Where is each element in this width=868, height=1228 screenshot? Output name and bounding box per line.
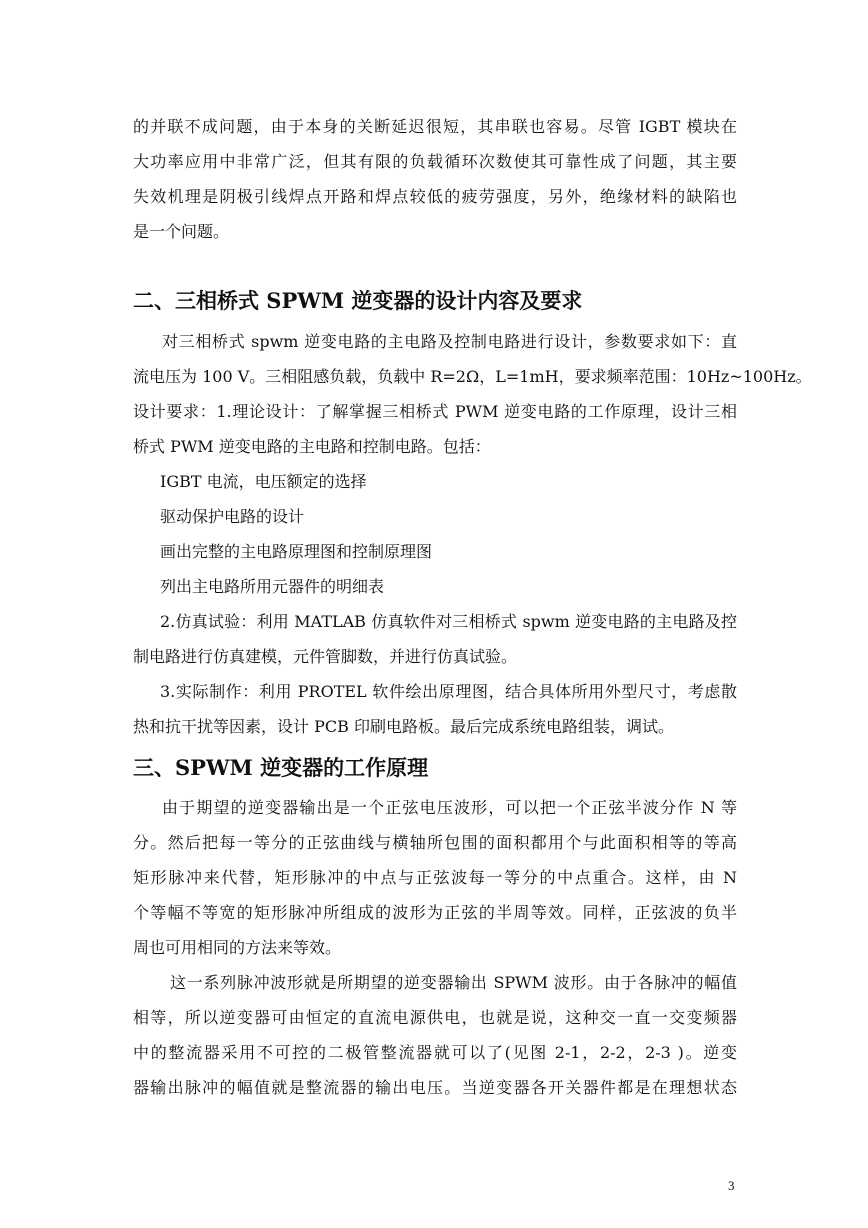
section3-p2-line-4: 器输出脉冲的幅值就是整流器的输出电压。当逆变器各开关器件都是在理想状态 — [133, 1078, 737, 1097]
intro-line-2: 大功率应用中非常广泛，但其有限的负载循环次数使其可靠性成了问题，其主要 — [133, 152, 737, 171]
section2-line-production-cont: 热和抗干扰等因素，设计 PCB 印刷电路板。最后完成系统电路组装，调试。 — [133, 717, 674, 736]
section3-p1-line-4: 个等幅不等宽的矩形脉冲所组成的波形为正弦的半周等效。同样，正弦波的负半 — [133, 903, 737, 922]
section2-line-2: 流电压为 100 V。三相阻感负载，负载中 R=2Ω，L=1mH，要求频率范围：10Hz~100Hz。 — [133, 367, 812, 386]
section2-line-3: 设计要求：1.理论设计：了解掌握三相桥式 PWM 逆变电路的工作原理，设计三相 — [133, 402, 737, 421]
section2-item-2: 驱动保护电路的设计 — [160, 507, 305, 526]
intro-line-4: 是一个问题。 — [133, 222, 230, 241]
section2-line-4: 桥式 PWM 逆变电路的主电路和控制电路。包括： — [133, 437, 491, 456]
section3-p2-line-1: 这一系列脉冲波形就是所期望的逆变器输出 SPWM 波形。由于各脉冲的幅值 — [170, 973, 737, 992]
section3-p2-line-2: 相等，所以逆变器可由恒定的直流电源供电，也就是说，这种交一直一交变频器 — [133, 1008, 737, 1027]
intro-line-1: 的并联不成问题，由于本身的关断延迟很短，其串联也容易。尽管 IGBT 模块在 — [133, 117, 737, 136]
section2-item-4: 列出主电路所用元器件的明细表 — [160, 577, 385, 596]
section2-item-1: IGBT 电流，电压额定的选择 — [160, 472, 367, 491]
section3-p1-line-3: 矩形脉冲来代替，矩形脉冲的中点与正弦波每一等分的中点重合。这样，由 N — [133, 868, 737, 887]
section3-heading: 三、SPWM 逆变器的工作原理 — [133, 755, 429, 780]
section2-heading: 二、三相桥式 SPWM 逆变器的设计内容及要求 — [133, 288, 583, 313]
page-number: 3 — [728, 1178, 735, 1193]
section3-p1-line-5: 周也可用相同的方法来等效。 — [133, 938, 342, 957]
section2-line-production: 3.实际制作：利用 PROTEL 软件绘出原理图，结合具体所用外型尺寸，考虑散 — [160, 682, 737, 701]
section2-item-3: 画出完整的主电路原理图和控制原理图 — [160, 542, 433, 561]
intro-line-3: 失效机理是阴极引线焊点开路和焊点较低的疲劳强度，另外，绝缘材料的缺陷也 — [133, 187, 737, 206]
section2-line-simulation: 2.仿真试验：利用 MATLAB 仿真软件对三相桥式 spwm 逆变电路的主电路及控 — [160, 612, 737, 631]
section3-p2-line-3: 中的整流器采用不可控的二极管整流器就可以了(见图 2-1，2-2，2-3 )。逆变 — [133, 1043, 737, 1062]
section2-line-1: 对三相桥式 spwm 逆变电路的主电路及控制电路进行设计，参数要求如下：直 — [162, 332, 737, 351]
section2-line-simulation-cont: 制电路进行仿真建模，元件管脚数，并进行仿真试验。 — [133, 647, 518, 666]
section3-p1-line-1: 由于期望的逆变器输出是一个正弦电压波形，可以把一个正弦半波分作 N 等 — [162, 798, 737, 817]
section3-p1-line-2: 分。然后把每一等分的正弦曲线与横轴所包围的面积都用个与此面积相等的等高 — [133, 833, 737, 852]
